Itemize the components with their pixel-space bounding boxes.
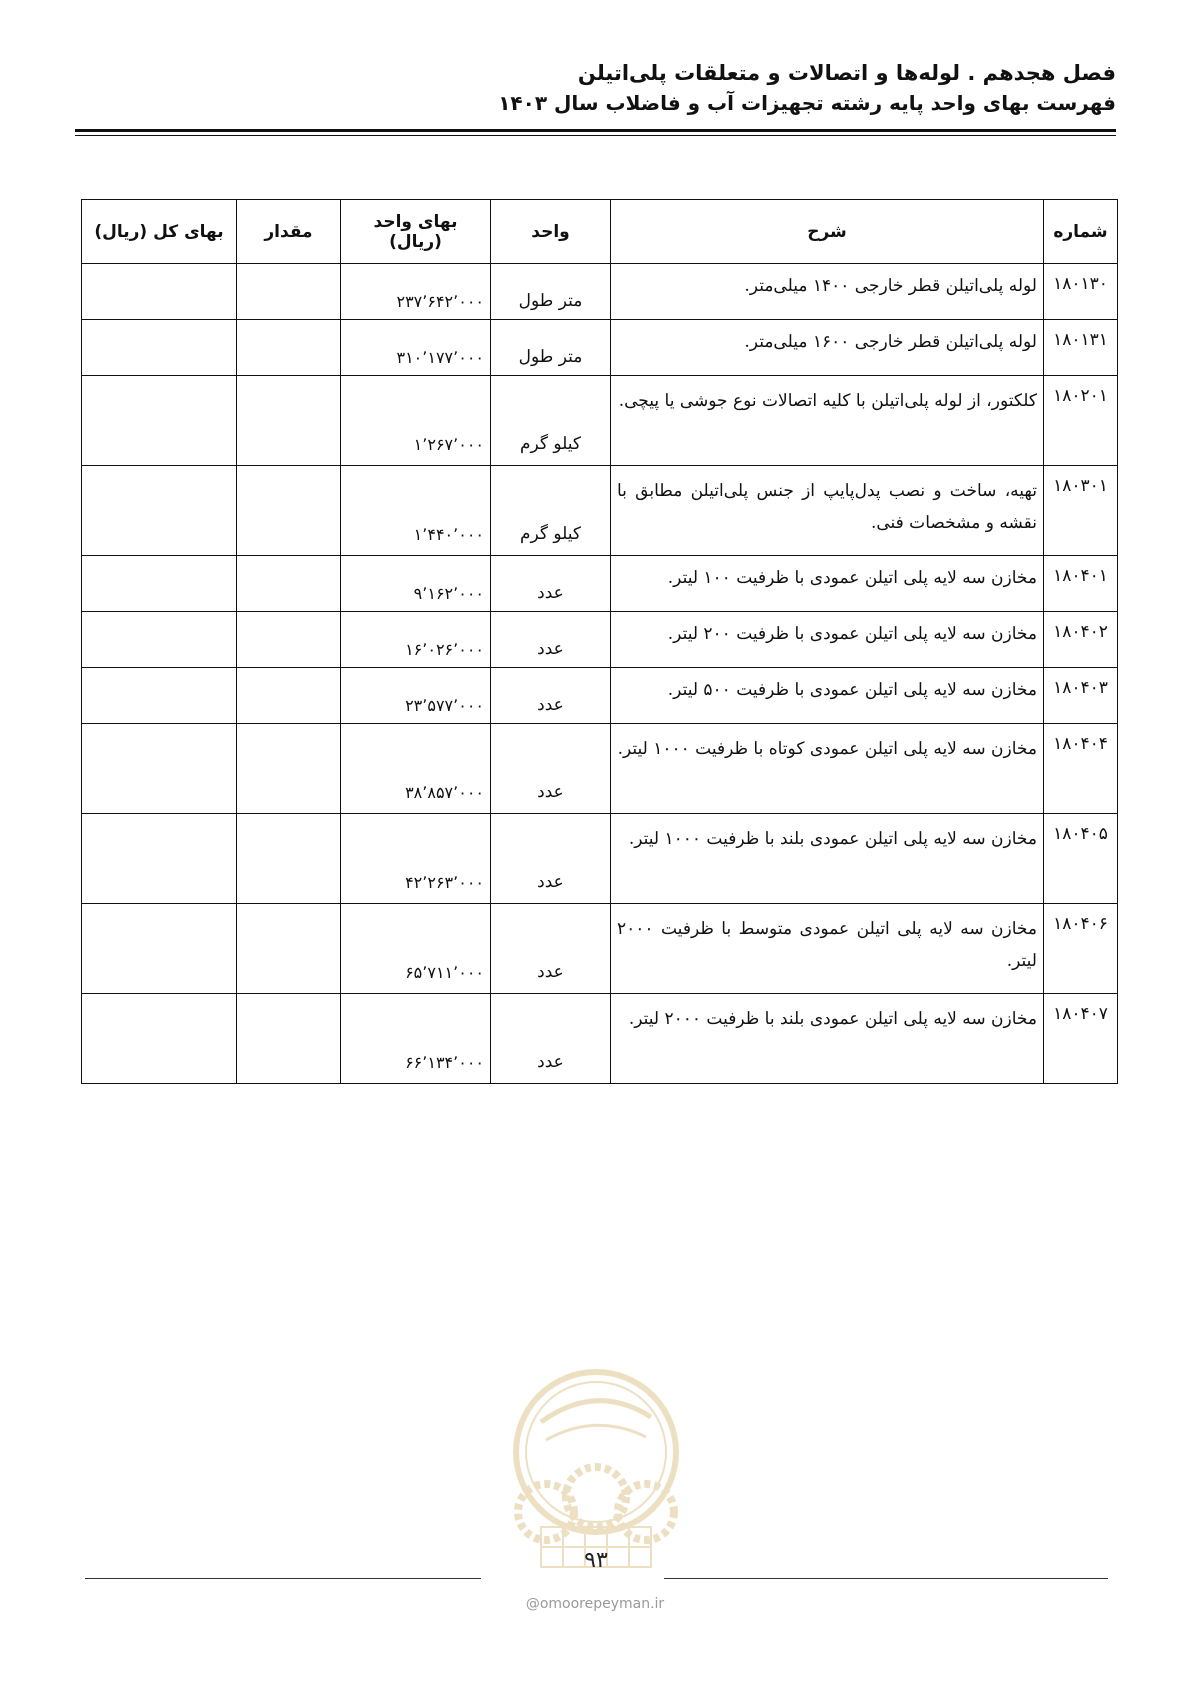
table-row [82, 994, 1118, 1084]
col-header-code: شماره [1044, 200, 1118, 264]
table-row [82, 466, 1118, 556]
row-quantity [237, 724, 341, 814]
table-row [82, 612, 1118, 668]
row-total-price [82, 724, 237, 814]
row-quantity [237, 264, 341, 320]
price-table [81, 199, 1118, 1084]
table-row [82, 668, 1118, 724]
table-row [82, 724, 1118, 814]
row-description: مخازن سه لایه پلی اتیلن عمودی با ظرفیت ۲۰۰ لیتر. [611, 612, 1044, 668]
row-description: مخازن سه لایه پلی اتیلن عمودی بلند با ظرفیت ۲۰۰۰ لیتر. [611, 994, 1044, 1084]
row-code: ۱۸۰۴۰۳ [1044, 668, 1118, 724]
row-code: ۱۸۰۴۰۶ [1044, 904, 1118, 994]
row-unit-price: ۴۲٬۲۶۳٬۰۰۰ [341, 814, 491, 904]
table-row [82, 814, 1118, 904]
row-quantity [237, 376, 341, 466]
row-total-price [82, 994, 237, 1084]
row-unit: عدد [491, 556, 611, 612]
row-code: ۱۸۰۱۳۱ [1044, 320, 1118, 376]
row-quantity [237, 994, 341, 1084]
row-unit: عدد [491, 668, 611, 724]
row-unit: عدد [491, 724, 611, 814]
row-description: لوله پلی‌اتیلن قطر خارجی ۱۶۰۰ میلی‌متر. [611, 320, 1044, 376]
row-description: مخازن سه لایه پلی اتیلن عمودی بلند با ظرفیت ۱۰۰۰ لیتر. [611, 814, 1044, 904]
row-quantity [237, 814, 341, 904]
row-unit: متر طول [491, 320, 611, 376]
header-rule [75, 129, 1116, 132]
header-rule-thin [75, 135, 1116, 136]
row-total-price [82, 612, 237, 668]
row-unit: کیلو گرم [491, 466, 611, 556]
row-code: ۱۸۰۲۰۱ [1044, 376, 1118, 466]
row-quantity [237, 668, 341, 724]
row-total-price [82, 814, 237, 904]
table-row [82, 264, 1118, 320]
table-header-row [82, 200, 1118, 264]
row-total-price [82, 668, 237, 724]
row-code: ۱۸۰۴۰۱ [1044, 556, 1118, 612]
price-list-title: فهرست بهای واحد پایه رشته تجهیزات آب و فاضلاب سال ۱۴۰۳ [498, 91, 1116, 115]
row-description: مخازن سه لایه پلی اتیلن عمودی متوسط با ظرفیت ۲۰۰۰ لیتر. [611, 904, 1044, 994]
table-row [82, 376, 1118, 466]
row-quantity [237, 320, 341, 376]
row-unit-price: ۳۸٬۸۵۷٬۰۰۰ [341, 724, 491, 814]
row-unit: متر طول [491, 264, 611, 320]
page-header [75, 58, 1116, 118]
row-code: ۱۸۰۳۰۱ [1044, 466, 1118, 556]
row-unit-price: ۱٬۲۶۷٬۰۰۰ [341, 376, 491, 466]
row-unit: کیلو گرم [491, 376, 611, 466]
row-unit-price: ۶۵٬۷۱۱٬۰۰۰ [341, 904, 491, 994]
row-unit-price: ۱٬۴۴۰٬۰۰۰ [341, 466, 491, 556]
col-header-quantity: مقدار [237, 200, 341, 264]
row-total-price [82, 320, 237, 376]
col-header-unit: واحد [491, 200, 611, 264]
row-total-price [82, 264, 237, 320]
col-header-unit-price: بهای واحد (ریال) [341, 200, 491, 264]
row-unit-price: ۱۶٬۰۲۶٬۰۰۰ [341, 612, 491, 668]
row-total-price [82, 904, 237, 994]
row-unit: عدد [491, 994, 611, 1084]
row-quantity [237, 556, 341, 612]
row-total-price [82, 466, 237, 556]
table-row [82, 904, 1118, 994]
row-description: تهیه، ساخت و نصب پدل‌پایپ از جنس پلی‌اتیلن مطابق با نقشه و مشخصات فنی. [611, 466, 1044, 556]
row-code: ۱۸۰۴۰۷ [1044, 994, 1118, 1084]
row-description: لوله پلی‌اتیلن قطر خارجی ۱۴۰۰ میلی‌متر. [611, 264, 1044, 320]
row-quantity [237, 612, 341, 668]
row-unit-price: ۳۱۰٬۱۷۷٬۰۰۰ [341, 320, 491, 376]
chapter-title: فصل هجدهم . لوله‌ها و اتصالات و متعلقات پلی‌اتیلن [577, 61, 1116, 85]
row-code: ۱۸۰۴۰۴ [1044, 724, 1118, 814]
table-row [82, 320, 1118, 376]
row-description: کلکتور، از لوله پلی‌اتیلن با کلیه اتصالات نوع جوشی یا پیچی. [611, 376, 1044, 466]
row-quantity [237, 904, 341, 994]
row-code: ۱۸۰۴۰۵ [1044, 814, 1118, 904]
row-code: ۱۸۰۱۳۰ [1044, 264, 1118, 320]
row-quantity [237, 466, 341, 556]
row-unit-price: ۶۶٬۱۳۴٬۰۰۰ [341, 994, 491, 1084]
row-total-price [82, 376, 237, 466]
table-row [82, 556, 1118, 612]
watermark-site: @omoorepeyman.ir [525, 1596, 665, 1612]
row-unit: عدد [491, 904, 611, 994]
page-number: ۹۳ [584, 1548, 608, 1573]
row-unit: عدد [491, 612, 611, 668]
row-description: مخازن سه لایه پلی اتیلن عمودی با ظرفیت ۵۰۰ لیتر. [611, 668, 1044, 724]
row-description: مخازن سه لایه پلی اتیلن عمودی کوتاه با ظرفیت ۱۰۰۰ لیتر. [611, 724, 1044, 814]
footer-rule-right [664, 1578, 1108, 1579]
col-header-total-price: بهای کل (ریال) [82, 200, 237, 264]
footer-rule-left [85, 1578, 481, 1579]
row-code: ۱۸۰۴۰۲ [1044, 612, 1118, 668]
row-unit-price: ۹٬۱۶۲٬۰۰۰ [341, 556, 491, 612]
col-header-description: شرح [611, 200, 1044, 264]
row-unit-price: ۲۳۷٬۶۴۲٬۰۰۰ [341, 264, 491, 320]
row-total-price [82, 556, 237, 612]
row-unit-price: ۲۳٬۵۷۷٬۰۰۰ [341, 668, 491, 724]
row-description: مخازن سه لایه پلی اتیلن عمودی با ظرفیت ۱۰۰ لیتر. [611, 556, 1044, 612]
row-unit: عدد [491, 814, 611, 904]
